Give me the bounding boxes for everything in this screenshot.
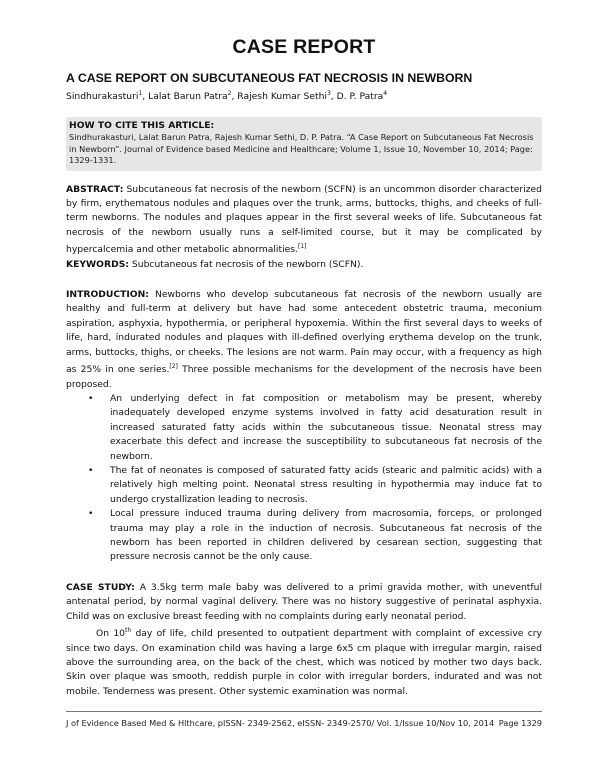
introduction-paragraph bbox=[66, 288, 542, 392]
introduction-text: Newborns who develop subcutaneous fat necrosis of the newborn usually are healthy and full-term at delivery but have had some antecedent obstetric trauma, meconium aspiration, asphyxia, hypothermia, or peripheral hypoxemia. Within the first several days to weeks of life, hard, indurated nodules and plaques with ill-defined overlying erythema develop on the trunk, arms, buttocks, thighs, or cheeks. The lesions are not warm. Pain may occur, with a frequency as high as 25% in one series. bbox=[66, 289, 542, 376]
mechanism-list bbox=[66, 392, 542, 565]
article-title: A CASE REPORT ON SUBCUTANEOUS FAT NECROSIS IN NEWBORN bbox=[66, 71, 473, 85]
author-name: D. P. Patra bbox=[336, 91, 384, 103]
citation-heading: HOW TO CITE THIS ARTICLE: bbox=[69, 120, 215, 132]
list-item: • Local pressure induced trauma during delivery from macrosomia, forceps, or prolonged trauma may play a role in the induction of necrosis. Subcutaneous fat necrosis of the newborn has been reported in children delivered by cesarean section, suggesting that pressure necrosis cannot be the only cause. bbox=[110, 507, 542, 565]
reference-marker[interactable]: [2] bbox=[169, 363, 178, 371]
footer-page-number: Page 1329 bbox=[498, 718, 542, 728]
ordinal-suffix: th bbox=[125, 627, 132, 635]
introduction-label: INTRODUCTION: bbox=[66, 289, 149, 301]
author-affiliation: 4 bbox=[383, 90, 388, 97]
abstract-paragraph bbox=[66, 183, 542, 258]
author-affiliation: 2 bbox=[227, 90, 232, 97]
introduction-text-cont: Three possible mechanisms for the development of the necrosis have been proposed. bbox=[66, 364, 542, 390]
case-study-text: A 3.5kg term male baby was delivered to a primi gravida mother, with uneventful antenatal period, by normal vaginal delivery. There was no history suggestive of perinatal asphyxia. Child was on exclusive breast feeding with no complaints during early neonatal period. bbox=[66, 581, 543, 622]
abstract-text: Subcutaneous fat necrosis of the newborn (SCFN) is an uncommon disorder characterized by firm, erythematous nodules and plaques over the trunk, arms, buttocks, thighs, and cheeks of full-term newborns. The nodules and plaques appear in the first several weeks of life. Subcutaneous fat necrosis of the newborn usually runs a self-limited course, but it may be complicated by hypercalcemia and other metabolic abnormalities. bbox=[66, 183, 543, 256]
keywords-label: KEYWORDS: bbox=[66, 258, 129, 270]
footer-journal: J of Evidence Based Med & Hlthcare, pISSN- 2349-2562, eISSN- 2349-2570/ Vol. 1/Issue 10/Nov 10, 2014 bbox=[66, 718, 495, 728]
reference-marker[interactable]: [1] bbox=[298, 243, 307, 251]
author-affiliation: 3 bbox=[326, 90, 331, 97]
case-day-prefix: On 10 bbox=[96, 628, 126, 640]
author-name: Sindhurakasturi bbox=[66, 91, 139, 103]
case-study-text-2: day of life, child presented to outpatient department with complaint of excessive cry since two days. On examination child was having a large 6x5 cm plaque with irregular margin, raised above the surrounding area, on the back of the chest, which was noticed by mother two days back. Skin over plaque was smooth, reddish purple in color with irregular borders, indurated and was not mobile. Tenderness was present. Other systemic examination was normal. bbox=[66, 628, 542, 697]
abstract-label: ABSTRACT: bbox=[66, 183, 124, 195]
case-study-paragraph-2 bbox=[66, 624, 542, 699]
section-header: CASE REPORT bbox=[232, 36, 376, 58]
keywords-text: Subcutaneous fat necrosis of the newborn (SCFN). bbox=[131, 258, 364, 270]
case-study-label: CASE STUDY: bbox=[66, 581, 135, 593]
authors: Sindhurakasturi$^1$, Lalat Barun Patra$^2$, Rajesh Kumar Sethi$^3$, D. P. Patra$^4$ bbox=[66, 90, 388, 103]
author-name: Lalat Barun Patra bbox=[148, 91, 228, 103]
citation-text: Sindhurakasturi, Lalat Barun Patra, Rajesh Kumar Sethi, D. P. Patra. “A Case Report on Subcutaneous Fat Necrosis in Newborn”. Journal of Evidence based Medicine and Healthcare; Volume 1, Issue 10, November 10, 2014; Page: 1329-1331. bbox=[69, 132, 534, 166]
list-item: • The fat of neonates is composed of saturated fatty acids (stearic and palmitic acids) with a relatively high melting point. Neonatal stress resulting in hypothermia may induce fat to undergo crystallization leading to necrosis. bbox=[110, 464, 542, 507]
list-item: • An underlying defect in fat composition or metabolism may be present, whereby inadequately developed enzyme systems involved in fatty acid desaturation result in increased saturated fatty acids within the subcutaneous tissue. Neonatal stress may exacerbate this defect and increase the susceptibility to subcutaneous fat necrosis of the newborn. bbox=[110, 392, 542, 464]
page bbox=[66, 36, 542, 699]
author-affiliation: 1 bbox=[138, 90, 143, 97]
case-study-paragraph bbox=[66, 581, 542, 624]
keywords-paragraph bbox=[66, 258, 542, 272]
author-name: Rajesh Kumar Sethi bbox=[237, 91, 327, 103]
page-footer bbox=[66, 711, 542, 728]
citation-box bbox=[66, 117, 542, 171]
